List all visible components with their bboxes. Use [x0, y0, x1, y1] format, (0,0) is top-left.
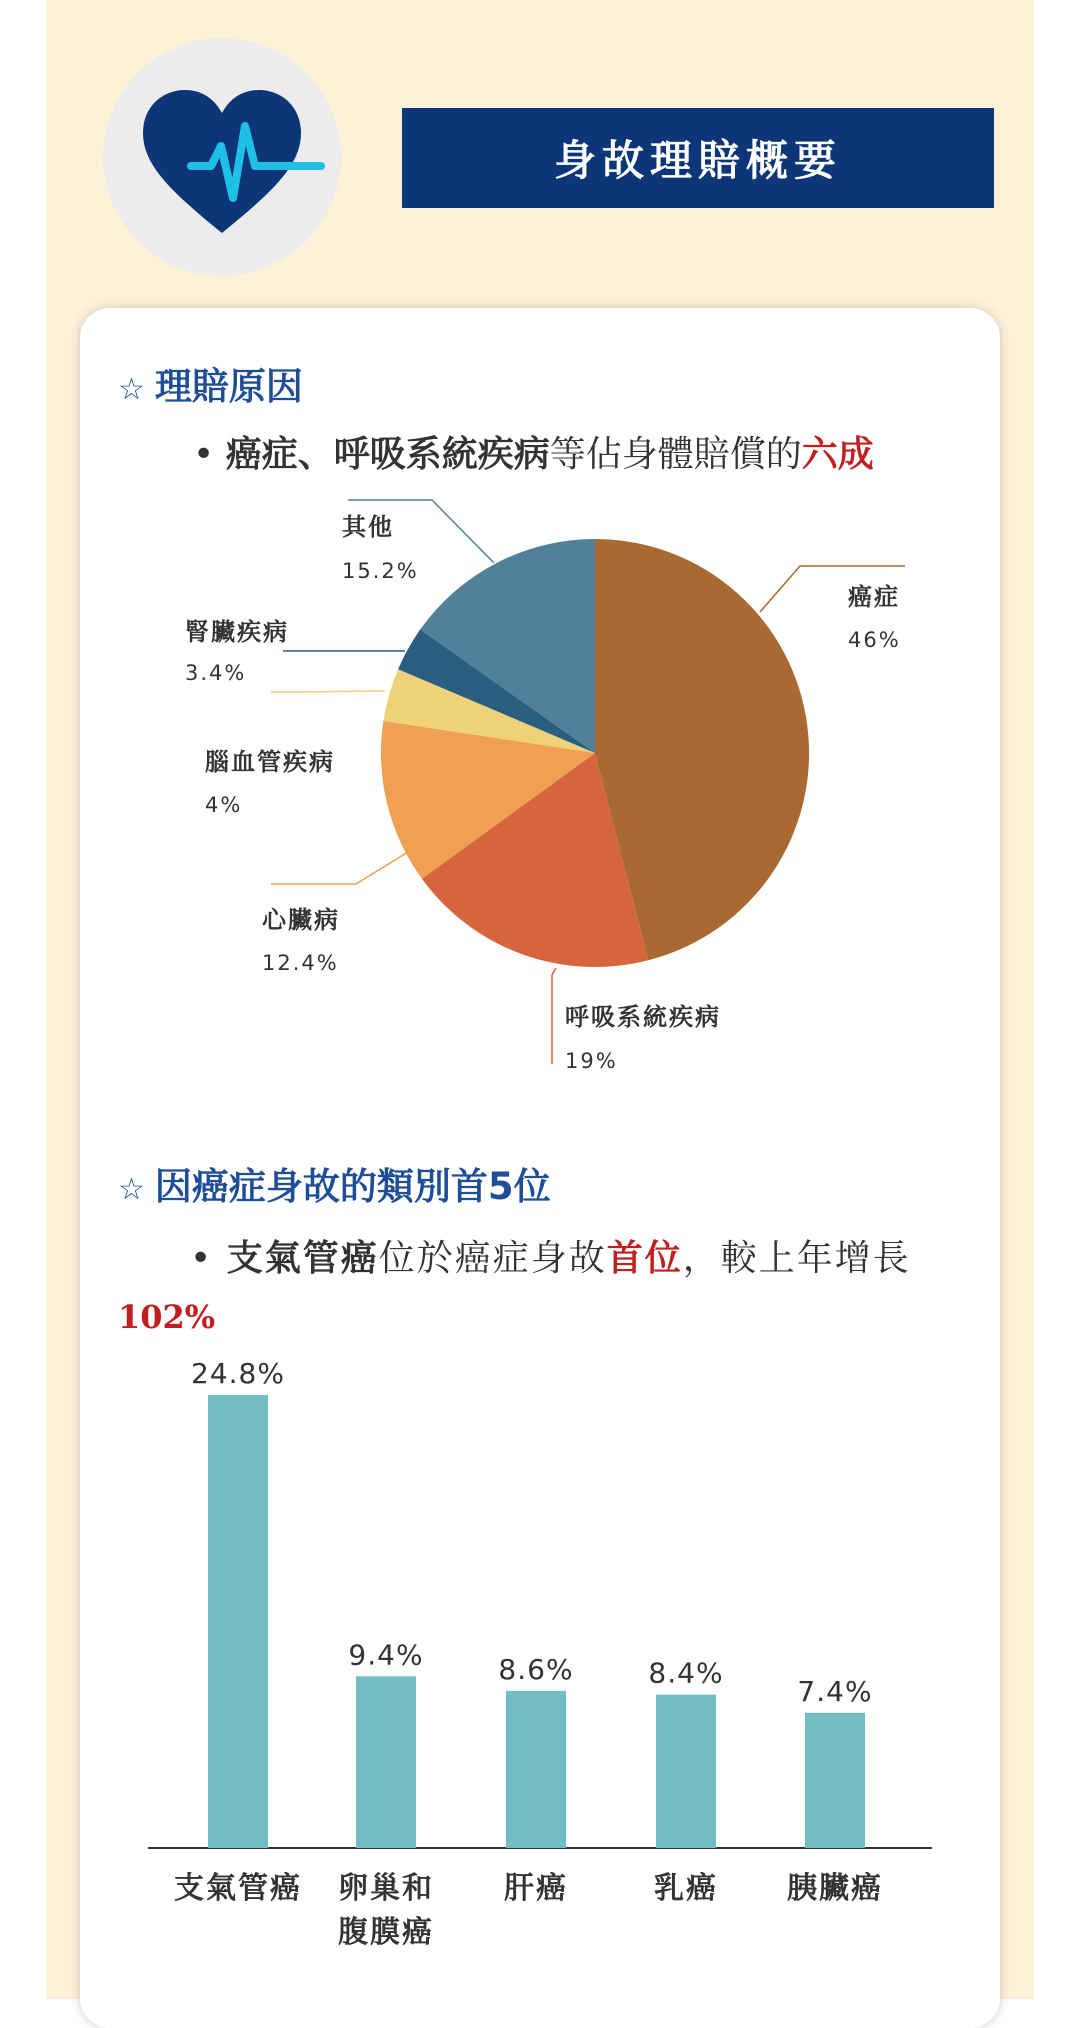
- pie-value-label: 3.4%: [185, 661, 247, 685]
- pie-slice-label: 癌症: [848, 583, 900, 611]
- bar-category-label: 卵巢和: [338, 1871, 434, 1906]
- star-icon: ☆: [118, 1172, 145, 1207]
- bullet-dot-icon: •: [190, 1238, 214, 1279]
- pie-value-label: 19%: [565, 1049, 618, 1073]
- bar-category-label: 肝癌: [504, 1871, 568, 1906]
- pie-slice-label: 其他: [342, 513, 394, 541]
- bar-value-label: 9.4%: [348, 1638, 424, 1672]
- bullet-bold-text: 癌症、呼吸系統疾病: [225, 434, 550, 475]
- bar-value-label: 24.8%: [191, 1357, 285, 1390]
- bar-value-label: 7.4%: [797, 1674, 873, 1708]
- bar-category-label: 腹膜癌: [338, 1915, 434, 1950]
- bar-value-label: 8.4%: [648, 1656, 724, 1690]
- section-title-top5: ☆ 因癌症身故的類別首5位: [118, 1165, 551, 1208]
- bar-category-label: 乳癌: [654, 1871, 718, 1906]
- bullet-dot-icon: •: [193, 434, 215, 475]
- star-icon: ☆: [118, 372, 145, 407]
- growth-percentage: 102%: [118, 1298, 216, 1336]
- bullet-tail-text: ，較上年增長: [682, 1238, 911, 1279]
- bar: [805, 1713, 865, 1848]
- pie-slice-label: 腎臟疾病: [185, 618, 289, 646]
- bullet-highlight-text: 六成: [801, 434, 874, 475]
- bar: [656, 1695, 716, 1848]
- bullet-bold-text: 支氣管癌: [226, 1238, 379, 1279]
- pie-slice-label: 呼吸系統疾病: [565, 1003, 721, 1031]
- page-title: 身故理賠概要: [553, 136, 842, 185]
- pie-slice-label: 腦血管疾病: [205, 748, 335, 776]
- pie-value-label: 46%: [848, 628, 901, 652]
- pie-value-label: 4%: [205, 793, 243, 817]
- bar: [356, 1676, 416, 1848]
- pie-leader-line: [552, 968, 556, 1064]
- pie-value-label: 12.4%: [262, 951, 339, 975]
- bar-category-label: 胰臟癌: [787, 1871, 883, 1906]
- pie-slice-label: 心臟病: [262, 906, 340, 934]
- pie-value-label: 15.2%: [342, 559, 419, 583]
- bar: [506, 1691, 566, 1848]
- bullet-normal-text: 位於癌症身故: [378, 1238, 607, 1279]
- bar-value-label: 8.6%: [498, 1652, 574, 1686]
- section-title-claim-reasons: ☆ 理賠原因: [118, 365, 303, 408]
- pie-leader-line: [271, 691, 385, 692]
- bullet-normal-text: 等佔身體賠償的: [549, 434, 802, 475]
- bar-category-label: 支氣管癌: [174, 1871, 302, 1906]
- bullet-highlight-text: 首位: [606, 1238, 683, 1279]
- bar: [208, 1395, 268, 1848]
